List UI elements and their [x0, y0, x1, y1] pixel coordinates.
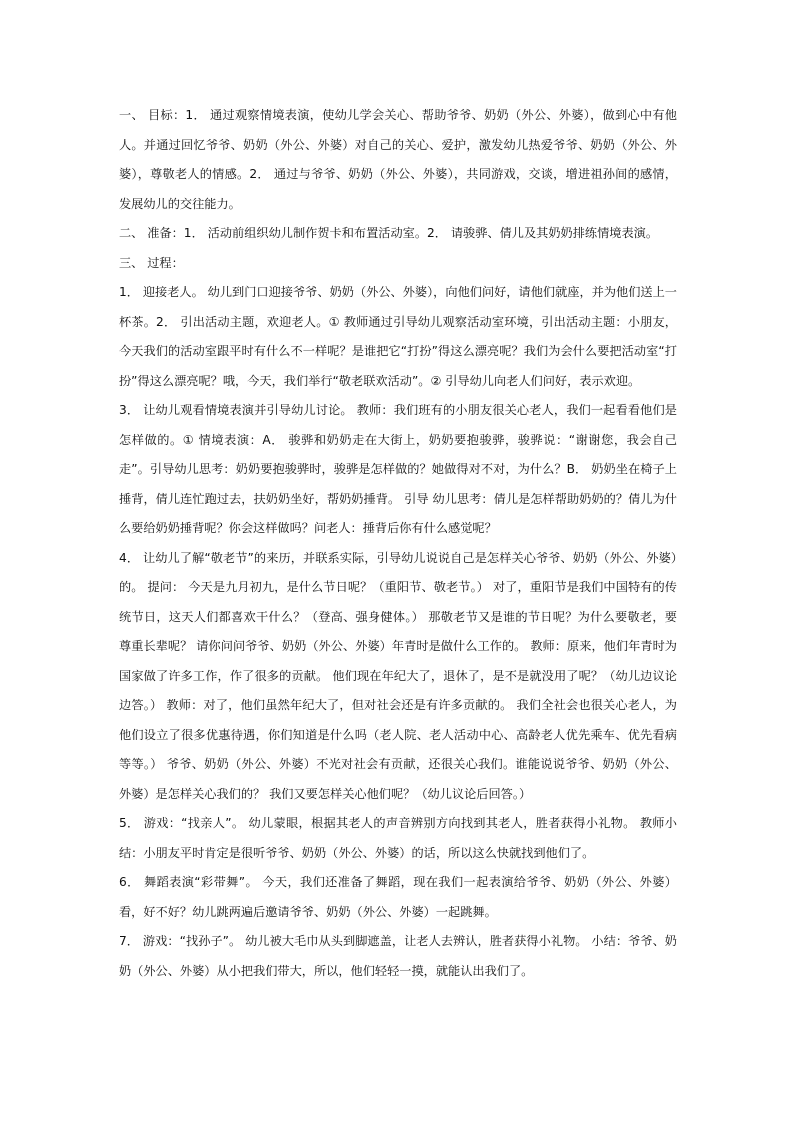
step-5-paragraph: 5． 游戏：“找亲人”。 幼儿蒙眼，根据其老人的声音辨别方向找到其老人，胜者获得小礼物。 教师小结：小朋友平时肯定是很听爷爷、奶奶（外公、外婆）的话，所以这么快就找到他们了。 — [119, 816, 677, 860]
document-body — [119, 101, 677, 986]
goals-paragraph: 一、 目标：1． 通过观察情境表演，使幼儿学会关心、帮助爷爷、奶奶（外公、外婆），做到心中有他人。并通过回忆爷爷、奶奶（外公、外婆）对自己的关心、爱护，激发幼儿热爱爷爷、奶奶（外公、外婆），尊敬老人的情感。2． 通过与爷爷、奶奶（外公、外婆），共同游戏，交谈，增进祖孙间的感情，发展幼儿的交往能力。 — [119, 108, 677, 211]
step-7-paragraph: 7． 游戏：“找孙子”。 幼儿被大毛巾从头到脚遮盖，让老人去辨认，胜者获得小礼物。 小结：爷爷、奶奶（外公、外婆）从小把我们带大，所以，他们轻轻一摸，就能认出我们了。 — [119, 934, 677, 978]
step-4-paragraph: 4． 让幼儿了解“敬老节”的来历，并联系实际，引导幼儿说说自己是怎样关心爷爷、奶奶（外公、外婆）的。 提问： 今天是九月初九，是什么节日呢？（重阳节、敬老节。） 对了，重阳节是我们中国特有的传统节日，这天人们都喜欢干什么？（登高、强身健体。） 那敬老节又是谁的节日呢？为什么要敬老，要尊重长辈呢？ 请你问问爷爷、奶奶（外公、外婆）年青时是做什么工作的。 教师：原来，他们年青时为国家做了许多工作，作了很多的贡献。 他们现在年纪大了，退休了，是不是就没用了呢？（幼儿边议论边答。） 教师：对了，他们虽然年纪大了，但对社会还是有许多贡献的。 我们全社会也很关心老人，为他们设立了很多优惠待遇，你们知道是什么吗（老人院、老人活动中心、高龄老人优先乘车、优先看病等等。） 爷爷、奶奶（外公、外婆）不光对社会有贡献，还很关心我们。谁能说说爷爷、奶奶（外公、外婆）是怎样关心我们的？ 我们又要怎样关心他们呢？（幼儿议论后回答。） — [119, 550, 677, 801]
step-3-paragraph: 3． 让幼儿观看情境表演并引导幼儿讨论。 教师：我们班有的小朋友很关心老人，我们一起看看他们是怎样做的。① 情境表演：A． 骏骅和奶奶走在大街上，奶奶要抱骏骅，骏骅说：“谢谢您，我会自己走”。引导幼儿思考：奶奶要抱骏骅时，骏骅是怎样做的？她做得对不对，为什么？B． 奶奶坐在椅子上捶背，倩儿连忙跑过去，扶奶奶坐好，帮奶奶捶背。 引导 幼儿思考：倩儿是怎样帮助奶奶的？倩儿为什么要给奶奶捶背呢？你会这样做吗？问老人：捶背后你有什么感觉呢？ — [119, 403, 677, 535]
step-1-paragraph: 1． 迎接老人。 幼儿到门口迎接爷爷、奶奶（外公、外婆），向他们问好，请他们就座，并为他们送上一杯茶。2． 引出活动主题，欢迎老人。① 教师通过引导幼儿观察活动室环境，引出活动主题：小朋友，今天我们的活动室跟平时有什么不一样呢？是谁把它“打扮”得这么漂亮呢？我们为会什么要把活动室“打扮”得这么漂亮呢？哦，今天，我们举行“敬老联欢活动”。② 引导幼儿向老人们问好，表示欢迎。 — [119, 285, 677, 388]
preparation-paragraph: 二、 准备：1． 活动前组织幼儿制作贺卡和布置活动室。2． 请骏骅、倩儿及其奶奶排练情境表演。 — [119, 226, 659, 240]
step-6-paragraph: 6． 舞蹈表演“彩带舞”。 今天，我们还准备了舞蹈，现在我们一起表演给爷爷、奶奶（外公、外婆）看，好不好？幼儿跳两遍后邀请爷爷、奶奶（外公、外婆）一起跳舞。 — [119, 875, 677, 919]
process-heading: 三、 过程： — [119, 255, 184, 270]
